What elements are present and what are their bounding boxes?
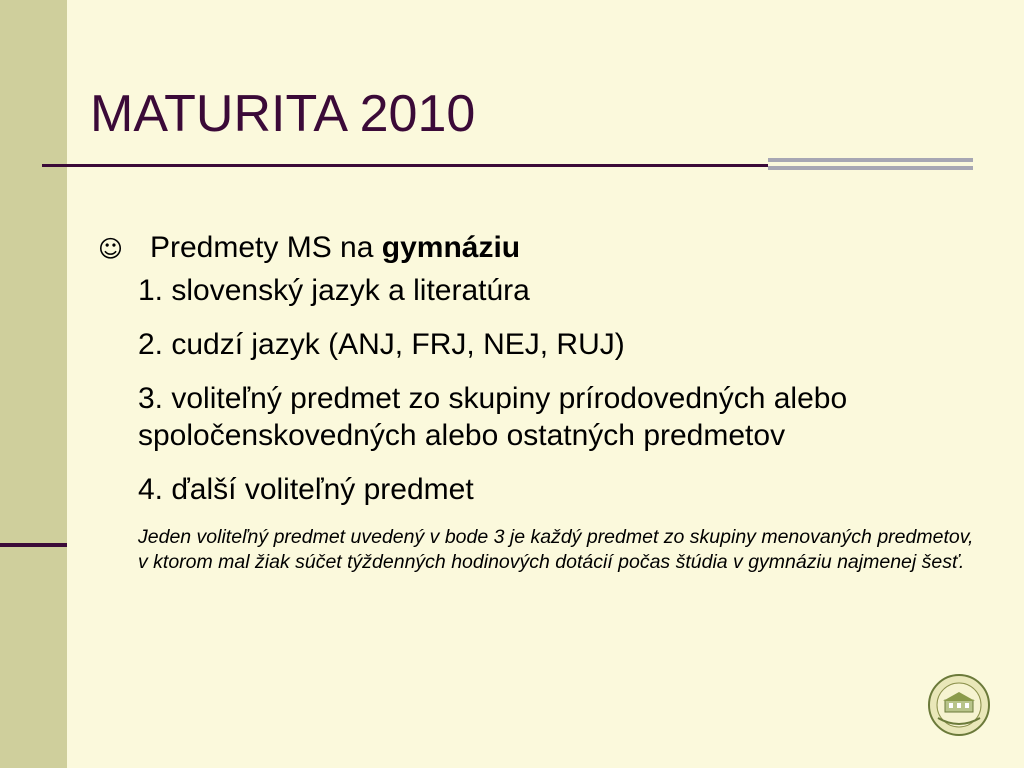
footnote-text: Jeden voliteľný predmet uvedený v bode 3 je každý predmet zo skupiny menovaných predmetov, v ktorom mal žiak súčet týždenných hodinových dotácií počas štúdia v gymnáziu najmenej šesť. <box>138 526 974 573</box>
slide-content <box>98 228 998 575</box>
list-item: 4. ďalší voliteľný predmet <box>138 473 474 506</box>
title-underline <box>42 164 768 167</box>
list-item: 3. voliteľný predmet zo skupiny prírodovedných alebo spoločenskovedných alebo ostatných predmetov <box>138 382 848 452</box>
left-side-band <box>0 0 67 768</box>
smiley-icon: ☺ <box>98 235 124 263</box>
title-underline-gray-bars <box>768 158 973 178</box>
slide-title: MATURITA 2010 <box>90 85 476 143</box>
bullet-text-prefix: Predmety MS na <box>150 231 382 264</box>
subject-list <box>98 272 998 508</box>
side-accent-line <box>0 543 67 547</box>
list-item: 2. cudzí jazyk (ANJ, FRJ, NEJ, RUJ) <box>138 328 625 361</box>
list-item: 1. slovenský jazyk a literatúra <box>138 274 530 307</box>
bullet-text-bold: gymnáziu <box>381 231 521 264</box>
bullet-heading <box>98 228 998 272</box>
school-emblem-icon <box>928 674 990 736</box>
bullet-heading-text <box>150 228 520 268</box>
